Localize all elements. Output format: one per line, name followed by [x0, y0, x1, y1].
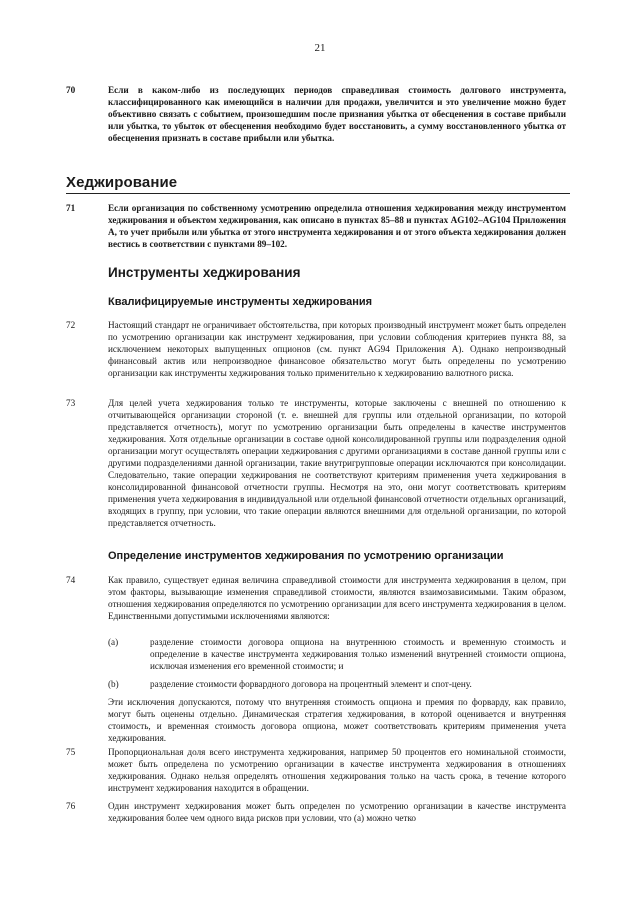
subheading-qualifying-instruments: Квалифицируемые инструменты хеджирования — [108, 296, 373, 308]
paragraph-number: 70 — [66, 85, 76, 95]
paragraph-number: 71 — [66, 203, 76, 213]
paragraph-number: 74 — [66, 575, 76, 585]
paragraph-number: 76 — [66, 801, 76, 811]
paragraph-text: Как правило, существует единая величина справедливой стоимости для инструмента хеджирования в целом, при этом факторы, вызывающие изменения справедливой стоимости, являются взаимозависимыми. Таким образом, отношения хеджирования определяются по усмотрению организации для всего инструмента хеджирования в целом. Единственными допустимыми исключениями являются: — [108, 575, 566, 621]
list-item-label: (a) — [108, 637, 119, 647]
page-number: 21 — [314, 42, 326, 54]
paragraph-number: 72 — [66, 320, 76, 330]
paragraph-text: Для целей учета хеджирования только те инструменты, которые заключены с внешней по отношению к отчитывающейся организации стороной (т. е. внешней для группы или отдельной организации, по которой представляется отчетность), могут по усмотрению организации быть определены в качестве инструментов хеджирования. Хотя отдельные организации в составе одной консолидированной группы или подразделения одной организации могут осуществлять операции хеджирования с другими организациями в составе данной группы или с другими подразделениями данной организации, такие внутригрупповые операции исключаются при консолидации. Следовательно, такие операции хеджирования не соответствуют критериям применения учета хеджирования в консолидированной финансовой отчетности группы. Несмотря на это, они могут соответствовать критериям применения учета хеджирования в индивидуальной или отдельной финансовой отчетности отдельных организаций, входящих в группу, при условии, что такие операции являются внешними для отдельной организации, по которой представляется отчетность. — [108, 398, 566, 528]
paragraph-text: Эти исключения допускаются, потому что внутренняя стоимость опциона и премия по форварду, как правило, могут быть оценены отдельно. Динамическая стратегия хеджирования, в которой оценивается и внутренняя стоимость, и временная стоимость договора опциона, может соответствовать критериям применения учета хеджирования. — [108, 697, 566, 743]
section-heading-hedging-instruments: Инструменты хеджирования — [108, 265, 301, 280]
list-item-label: (b) — [108, 679, 119, 689]
paragraph-number: 75 — [66, 747, 76, 757]
paragraph-text: Настоящий стандарт не ограничивает обстоятельства, при которых производный инструмент может быть определен по усмотрению организации как инструмент хеджирования, при условии соблюдения критериев пункта 88, за исключением некоторых выпущенных опционов (см. пункт AG94 Приложения А). Однако непроизводный финансовый актив или непроизводное финансовое обязательство могут быть определены по усмотрению организации как инструменты хеджирования только применительно к хеджированию валютного риска. — [108, 320, 566, 378]
subheading-designation: Определение инструментов хеджирования по усмотрению организации — [108, 550, 504, 562]
list-item-text: разделение стоимости договора опциона на внутреннюю стоимость и временную стоимость и определение в качестве инструмента хеджирования только изменений внутренней стоимости опциона, исключая изменения его временной стоимости; и — [150, 637, 566, 671]
list-item-text: разделение стоимости форвардного договора на процентный элемент и спот-цену. — [150, 679, 472, 689]
section-heading-hedging: Хеджирование — [66, 174, 178, 191]
paragraph-number: 73 — [66, 398, 76, 408]
paragraph-text: Если организация по собственному усмотрению определила отношения хеджирования между инструментом хеджирования и объектом хеджирования, как описано в пунктах 85–88 и пунктах AG102–AG104 Приложения А, то учет прибыли или убытка от этого инструмента хеджирования и от этого объекта хеджирования должен вестись в соответствии с пунктами 89–102. — [108, 203, 566, 249]
paragraph-text: Пропорциональная доля всего инструмента хеджирования, например 50 процентов его номинальной стоимости, может быть определена по усмотрению организации в качестве инструмента хеджирования в отношениях хеджирования. Однако нельзя определять отношения хеджирования только на часть срока, в течение которого инструмент хеджирования находится в обращении. — [108, 747, 566, 793]
heading-underline — [66, 193, 570, 194]
paragraph-text: Если в каком-либо из последующих периодов справедливая стоимость долгового инструмента, классифицированного как имеющийся в наличии для продажи, увеличится и это увеличение можно будет объективно связать с событием, произошедшим после признания убытка от обесценения в составе прибыли или убытка, то убыток от обесценения необходимо будет восстановить, а сумму восстановленного убытка от обесценения признать в составе прибыли или убытка. — [108, 85, 566, 143]
paragraph-text: Один инструмент хеджирования может быть определен по усмотрению организации в качестве инструмента хеджирования более чем одного вида рисков при условии, что (а) можно четко — [108, 801, 566, 823]
